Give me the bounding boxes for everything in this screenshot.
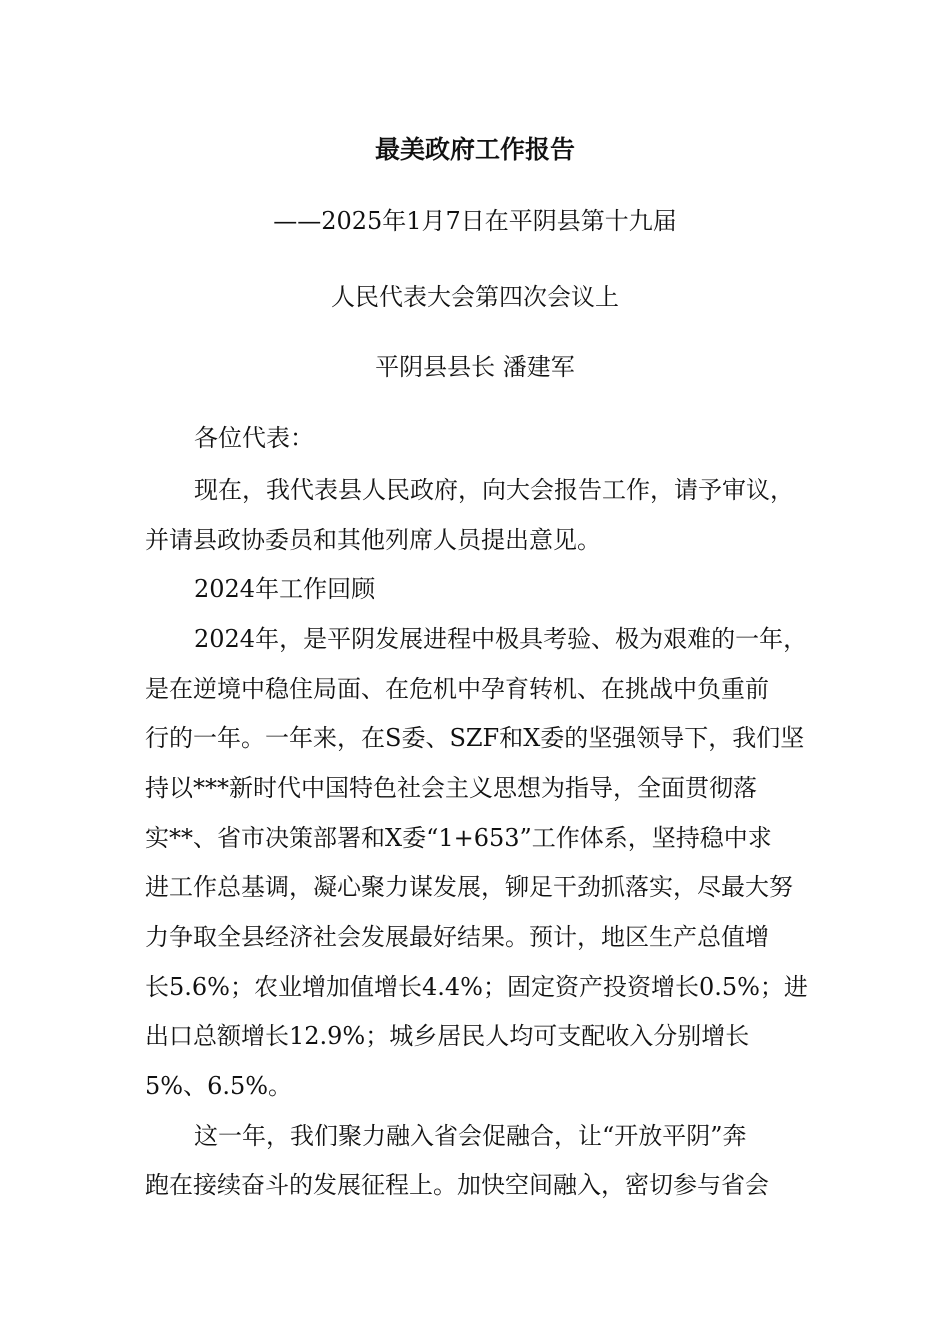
paragraph-line: 进工作总基调，凝心聚力谋发展，铆足干劲抓落实，尽最大努 xyxy=(145,873,793,901)
salutation: 各位代表： xyxy=(194,424,314,452)
paragraph-line: 2024年，是平阴发展进程中极具考验、极为艰难的一年， xyxy=(194,625,808,653)
paragraph-line: 并请县政协委员和其他列席人员提出意见。 xyxy=(145,526,601,554)
paragraph-line: 这一年，我们聚力融入省会促融合，让“开放平阴”奔 xyxy=(194,1122,747,1150)
paragraph-line: 长5.6%；农业增加值增长4.4%；固定资产投资增长0.5%；进 xyxy=(145,973,808,1001)
subtitle-line: ——2025年1月7日在平阴县第十九届 xyxy=(273,207,677,235)
paragraph-line: 现在，我代表县人民政府，向大会报告工作，请予审议， xyxy=(194,476,794,504)
paragraph-line: 行的一年。一年来，在S委、SZF和X委的坚强领导下，我们坚 xyxy=(145,724,805,752)
paragraph-line: 5%、6.5%。 xyxy=(145,1072,293,1100)
subtitle-line: 人民代表大会第四次会议上 xyxy=(331,283,619,311)
paragraph-line: 出口总额增长12.9%；城乡居民人均可支配收入分别增长 xyxy=(145,1022,750,1050)
speaker-line: 平阴县县长 潘建军 xyxy=(375,353,575,381)
paragraph-line: 是在逆境中稳住局面、在危机中孕育转机、在挑战中负重前 xyxy=(145,675,769,703)
document-title: 最美政府工作报告 xyxy=(374,135,575,164)
paragraph-line: 力争取全县经济社会发展最好结果。预计，地区生产总值增 xyxy=(145,923,769,951)
paragraph-line: 跑在接续奋斗的发展征程上。加快空间融入，密切参与省会 xyxy=(145,1171,769,1199)
paragraph-line: 实**、省市决策部署和X委“1+653”工作体系，坚持稳中求 xyxy=(145,824,772,852)
paragraph-line: 持以***新时代中国特色社会主义思想为指导，全面贯彻落 xyxy=(145,774,757,802)
section-heading: 2024年工作回顾 xyxy=(194,575,376,603)
